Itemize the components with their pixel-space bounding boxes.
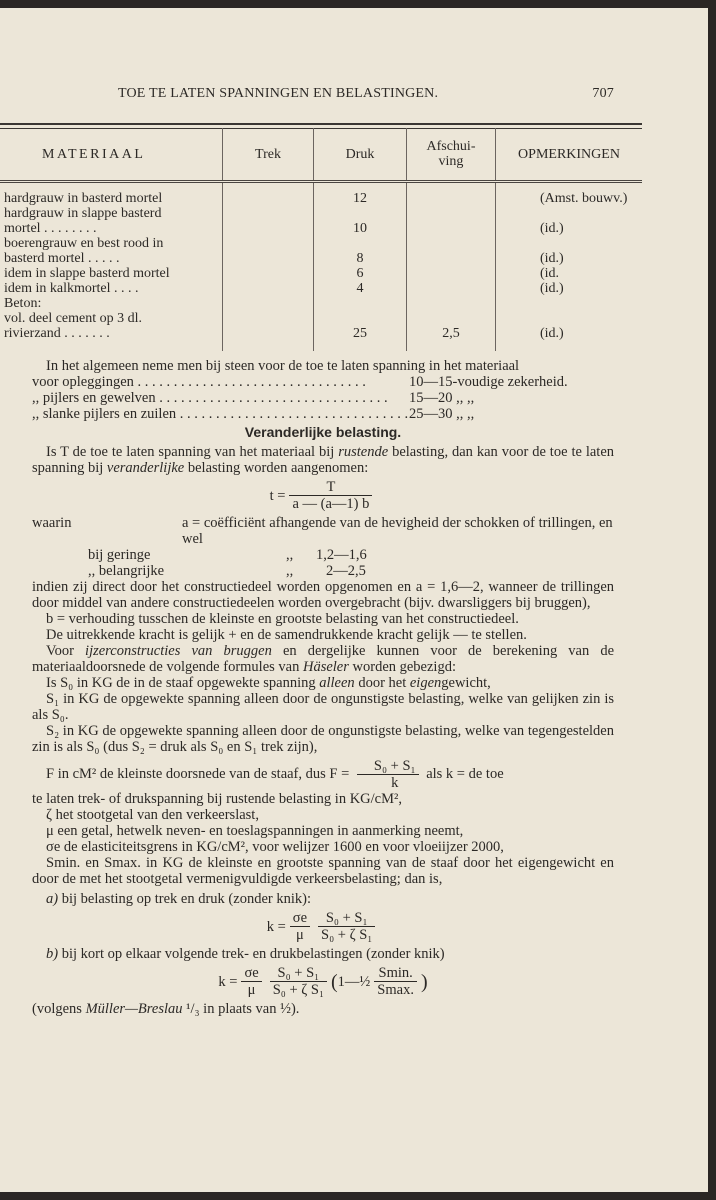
text-italic: Häseler (302, 659, 349, 675)
list-item (32, 390, 614, 406)
cell-afschuiving: 2,5 (407, 326, 496, 351)
paragraph-f (32, 758, 614, 791)
waarin-label: waarin (32, 515, 72, 531)
text-run: en dergelijke kunnen voor de berekening van de materiaaldoorsnede de volgende formules van (32, 643, 615, 675)
cell-opmerkingen: (id.) (540, 326, 564, 341)
cell-opmerkingen: (id.) (540, 281, 564, 296)
text-run: belasting worden aangenomen: (187, 460, 369, 476)
case-label: a) (46, 891, 59, 907)
paragraph-variable-load (32, 444, 614, 476)
cell-materiaal: hardgrauw in basterd mortel (0, 182, 223, 207)
cell-druk (314, 206, 407, 221)
table-row (0, 281, 642, 296)
text-run: bij kort op elkaar volgende trek- en drukbelastingen (zonder knik) (61, 946, 445, 962)
cell-materiaal: hardgrauw in slappe basterd (0, 206, 223, 221)
formula-k-a (32, 910, 614, 943)
cell-druk (314, 311, 407, 326)
list-label: voor opleggingen . . . (32, 374, 409, 390)
text-run: Voor (46, 643, 74, 659)
paragraph-s1: S₁ in KG de opgewekte spanning alleen door de ongunstigste belasting, welke van gelijken zin is als S₀. (32, 691, 614, 723)
cell-materiaal: boerengrauw en best rood in (0, 236, 223, 251)
cell-afschuiving (407, 311, 496, 326)
paragraph-force-sign: De uitrekkende kracht is gelijk + en de samendrukkende kracht gelijk — te stellen. (46, 627, 527, 643)
formula-term: 1—½ (337, 973, 371, 990)
cell-trek (223, 266, 314, 281)
definition-a (32, 515, 614, 547)
case-a (32, 891, 614, 907)
cell-trek (223, 281, 314, 296)
denominator: S₀ + ζ S₁ (321, 927, 373, 943)
cell-opmerkingen: (id.) (540, 221, 564, 236)
text-run: bij belasting op trek en druk (zonder knik): (61, 891, 311, 907)
formula-lhs: k = (266, 918, 286, 935)
cell-afschuiving (407, 251, 496, 266)
table-row (0, 326, 642, 351)
numerator: S₀ + S₁ (357, 758, 419, 775)
table-body (0, 182, 642, 352)
text-italic: rustende (338, 444, 389, 460)
text-run: gewicht, (441, 675, 491, 691)
fraction (241, 965, 261, 998)
table-row (0, 206, 642, 221)
col-header-trek: Trek (223, 128, 314, 182)
list-value: 25—30 ,, ,, (409, 406, 475, 422)
cell-trek (223, 326, 314, 351)
formula-lhs: t = (269, 487, 286, 504)
cell-trek (223, 206, 314, 221)
cell-afschuiving (407, 266, 496, 281)
table-header-row (0, 128, 642, 182)
numerator: σe (241, 965, 261, 982)
text-italic: veranderlijke (106, 460, 185, 476)
material-table (0, 128, 642, 351)
case-b (32, 946, 614, 962)
denominator: k (391, 775, 399, 791)
geringe-value: 1,2—1,6 (316, 547, 367, 563)
list-item (32, 374, 614, 390)
cell-materiaal: rivierzand . . . . . . . (0, 326, 223, 351)
cell-trek (223, 182, 314, 207)
cell-druk: 12 (314, 182, 407, 207)
cell-afschuiving (407, 221, 496, 236)
text-italic: Müller—Breslau (85, 1001, 183, 1017)
cell-druk: 25 (314, 326, 407, 351)
col-header-afschuiving (407, 128, 496, 182)
fraction (318, 910, 375, 943)
paragraph-intro: In het algemeen neme men bij steen voor de toe te laten spanning in het materiaal (46, 358, 520, 374)
numerator: Smin. (374, 965, 417, 982)
cell-materiaal: Beton: (0, 296, 223, 311)
fraction (289, 479, 372, 512)
cell-afschuiving (407, 281, 496, 296)
paragraph-reference (32, 1001, 614, 1017)
denominator: Smax. (377, 982, 414, 998)
denominator: μ (247, 982, 256, 998)
col-header-druk: Druk (314, 128, 407, 182)
numerator: T (289, 479, 372, 496)
section-heading: Veranderlijke belasting. (244, 424, 402, 440)
col-header-opmerkingen: OPMERKINGEN (496, 128, 643, 182)
text-run: Is T de toe te laten spanning van het materiaal bij (46, 444, 335, 460)
fraction (270, 965, 327, 998)
belangrijke-label: ,, belangrijke (88, 563, 165, 579)
paragraph-zeta: ζ het stootgetal van den verkeerslast, (46, 807, 259, 823)
paragraph-iron-bridges (32, 643, 614, 675)
body-text (32, 358, 614, 1017)
cell-druk: 4 (314, 281, 407, 296)
cell-opmerkingen: (Amst. bouwv.) (540, 191, 628, 206)
paragraph-sigma: σe de elasticiteitsgrens in KG/cM², voor welijzer 1600 en voor vloeiijzer 2000, (46, 839, 504, 855)
text-italic: ijzerconstructies van bruggen (85, 643, 272, 659)
text-run: door het (358, 675, 407, 691)
col-header-afschuiving-2: ving (438, 154, 464, 169)
cell-trek (223, 236, 314, 251)
cell-druk: 8 (314, 251, 407, 266)
formula-k-b (32, 965, 614, 998)
table-row (0, 296, 642, 311)
fraction (357, 758, 419, 791)
cell-afschuiving (407, 206, 496, 221)
table-row (0, 251, 642, 266)
geringe-label: bij geringe (88, 547, 151, 563)
belangrijke-value: 2—2,5 (326, 563, 366, 579)
text-run: F in cM² de kleinste doorsnede van de staaf, dus F = (46, 765, 350, 782)
paren-close: ) (420, 970, 428, 993)
table-row (0, 311, 642, 326)
paragraph-mu: μ een getal, hetwelk neven- en toeslagspanningen in aanmerking neemt, (46, 823, 464, 839)
text-italic: eigen (409, 675, 442, 691)
a-definition: a = coëfficiënt afhangende van de hevigheid der schokken of trillingen, en wel (182, 515, 613, 547)
cell-trek (223, 251, 314, 266)
formula-t (32, 479, 614, 512)
paragraph-s2: S₂ in KG de opgewekte spanning alleen door de ongunstigste belasting, welke van tegengestelden zin is als S₀ (dus S₂ = druk als S₀ en S₁ trek zijn), (32, 723, 614, 755)
list-label: ,, pijlers en gewelven . . . (32, 390, 409, 406)
denominator: a — (a—1) b (292, 496, 370, 512)
table-row (0, 182, 642, 207)
cell-afschuiving (407, 182, 496, 207)
cell-opmerkingen: (id.) (540, 251, 564, 266)
table-row (0, 266, 642, 281)
cell-materiaal: basterd mortel . . . . . (0, 251, 223, 266)
geringe-row (32, 547, 614, 563)
cell-druk (314, 236, 407, 251)
text-run: ¹/₃ in plaats van ½). (186, 1001, 300, 1017)
cell-druk: 10 (314, 221, 407, 236)
paragraph-s0 (32, 675, 614, 691)
header-title: TOE TE LATEN SPANNINGEN EN BELASTINGEN. (118, 86, 439, 101)
denominator: μ (295, 927, 304, 943)
paragraph-b-definition: b = verhouding tusschen de kleinste en grootste belasting van het constructiedeel. (46, 611, 519, 627)
cell-materiaal: mortel . . . . . . . . (0, 221, 223, 236)
table-row (0, 236, 642, 251)
case-label: b) (46, 946, 59, 962)
col-header-materiaal: MATERIAAL (0, 128, 223, 182)
text-run: belasting, dan kan voor de toe te laten spanning bij (32, 444, 615, 476)
list-value: 10—15-voudige zekerheid. (409, 374, 568, 390)
cell-opmerkingen (496, 296, 643, 311)
cell-afschuiving (407, 296, 496, 311)
cell-materiaal: vol. deel cement op 3 dl. (0, 311, 223, 326)
fraction (290, 910, 310, 943)
text-run: als k = de toe (426, 765, 504, 782)
fraction (374, 965, 417, 998)
cell-opmerkingen: (id. (540, 266, 560, 281)
text-run: Is S₀ in KG de in de staaf opgewekte spanning (46, 675, 316, 691)
cell-druk: 6 (314, 266, 407, 281)
list-label: ,, slanke pijlers en zuilen . . . (32, 406, 409, 422)
header-rule-top (0, 123, 642, 125)
cell-druk (314, 296, 407, 311)
cell-opmerkingen (496, 206, 643, 221)
text-run: worden gebezigd: (352, 659, 456, 675)
cell-trek (223, 296, 314, 311)
paragraph-direct: indien zij direct door het constructiedeel worden opgenomen en a = 1,6—2, wanneer de trillingen door middel van andere constructiedeelen worden overgebracht (bijv. dwarsliggers bij bruggen), (32, 579, 614, 611)
numerator: σe (290, 910, 310, 927)
text-italic: alleen (319, 675, 355, 691)
cell-opmerkingen (496, 236, 643, 251)
safety-list (32, 374, 614, 422)
cell-trek (223, 311, 314, 326)
cell-afschuiving (407, 236, 496, 251)
page-number: 707 (592, 86, 614, 101)
belangrijke-row (32, 563, 614, 579)
document-page (0, 8, 708, 1192)
table-row (0, 221, 642, 236)
numerator: S₀ + S₁ (318, 910, 375, 927)
ditto-mark: ,, (286, 547, 294, 563)
cell-opmerkingen (496, 311, 643, 326)
formula-lhs: k = (218, 973, 238, 990)
cell-materiaal: idem in slappe basterd mortel (0, 266, 223, 281)
cell-materiaal: idem in kalkmortel . . . . (0, 281, 223, 296)
denominator: S₀ + ζ S₁ (272, 982, 324, 998)
cell-trek (223, 221, 314, 236)
paren-open: ( (331, 970, 338, 993)
text-run: (volgens (32, 1001, 82, 1017)
list-value: 15—20 ,, ,, (409, 390, 475, 406)
ditto-mark: ,, (286, 563, 294, 579)
paragraph-f-cont: te laten trek- of drukspanning bij rustende belasting in KG/cM², (32, 791, 402, 807)
list-item (32, 406, 614, 422)
col-header-afschuiving-1: Afschui- (426, 139, 476, 154)
numerator: S₀ + S₁ (270, 965, 327, 982)
paragraph-smin: Smin. en Smax. in KG de kleinste en grootste spanning van de staaf door het eigengewicht en door de met het stootgetal vermenigvuldigde verkeersbelasting; dan is, (32, 855, 614, 887)
